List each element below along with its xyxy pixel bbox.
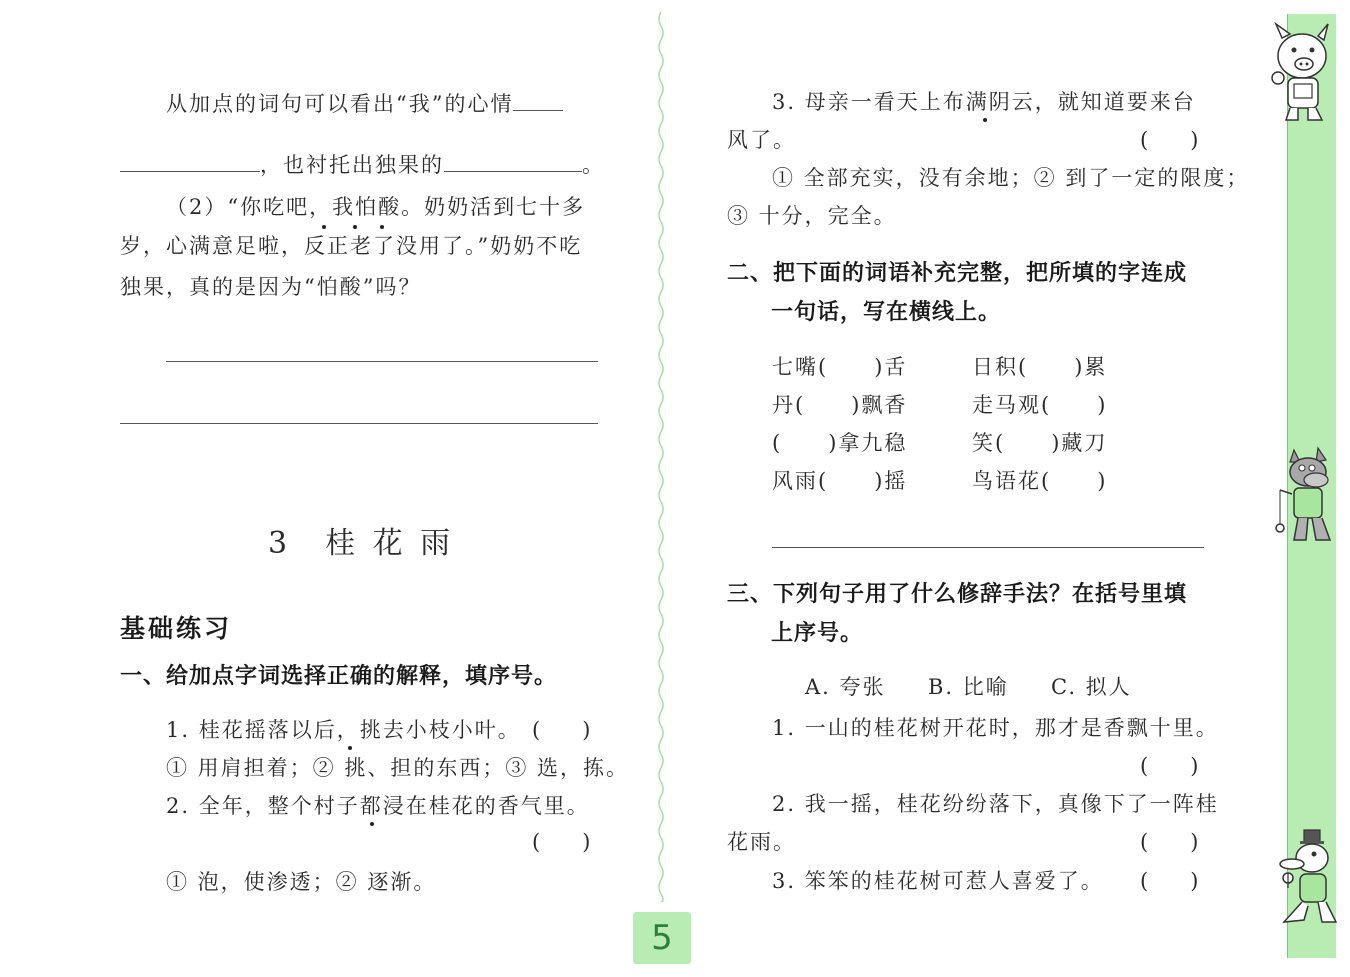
idiom-item[interactable]: 笑( )藏刀 [972,431,1108,455]
question-3-title-line-2: 上序号。 [771,621,864,646]
sentence-1: 1. 一山的桂花树开花时，那才是香飘十里。 [772,716,1219,740]
question-3-title-line-1: 三、下列句子用了什么修辞手法？在括号里填 [727,582,1188,607]
idiom-item[interactable]: 日积( )累 [972,355,1108,379]
cartoon-wolf-icon [1272,440,1344,548]
emphasis-dot [322,225,326,229]
answer-line-1 [166,92,563,115]
question-2-line-3: 独果，真的是因为“怕酸”吗？ [120,275,422,299]
idiom-item[interactable]: ( )拿九稳 [772,431,908,455]
answer-parentheses[interactable]: ( ) [1140,869,1199,893]
sentence-text: ，也衬托出独果的 [260,153,444,177]
idiom-item[interactable]: 鸟语花( ) [972,469,1108,493]
answer-line[interactable] [120,423,598,424]
blank-line[interactable] [444,153,582,172]
question-2-title-line-1: 二、把下面的词语补充完整，把所填的字连成 [727,261,1188,286]
emphasis-dot [353,225,357,229]
emphasis-dot [380,225,384,229]
option-a: A. 夸张 [805,675,886,699]
answer-parentheses[interactable]: ( ) [1140,754,1199,778]
item-2-options: ① 泡，使渗透；② 逐渐。 [166,870,437,894]
item-3-line-1: 3. 母亲一看天上布满阴云，就知道要来台 [772,90,1196,114]
idiom-item[interactable]: 丹( )飘香 [772,393,908,417]
item-1: 1. 桂花摇落以后，挑去小枝小叶。 [166,718,521,742]
blank-line[interactable] [120,153,260,172]
item-2: 2. 全年，整个村子都浸在桂花的香气里。 [166,794,590,818]
answer-parentheses[interactable]: ( ) [532,830,591,854]
answer-parentheses[interactable]: ( ) [532,718,591,742]
question-2-title-line-2: 一句话，写在横线上。 [771,300,1002,325]
answer-line[interactable] [772,547,1204,548]
answer-line[interactable] [166,361,598,362]
answer-parentheses[interactable]: ( ) [1140,830,1199,854]
emphasis-dot [370,822,374,826]
option-c: C. 拟人 [1051,675,1132,699]
emphasis-dot [348,746,352,750]
answer-parentheses[interactable]: ( ) [1140,128,1199,152]
cartoon-duck-icon [1270,826,1342,930]
idiom-item[interactable]: 风雨( )摇 [772,469,908,493]
question-2-line-1: （2）“你吃吧，我怕酸。奶奶活到七十多 [166,195,586,219]
item-3-options-line-2: ③ 十分，完全。 [727,204,897,228]
page-number: 5 [651,918,673,958]
blank-line[interactable] [513,92,563,111]
sentence-3: 3. 笨笨的桂花树可惹人喜爱了。 [772,869,1104,893]
cartoon-pig-icon [1262,20,1340,124]
item-1-options: ① 用肩担着；② 挑、担的东西；③ 选，拣。 [166,756,630,780]
sentence-text: 从加点的词句可以看出“我”的心情 [166,92,514,116]
item-3-options-line-1: ① 全部充实，没有余地；② 到了一定的限度； [772,166,1250,190]
sentence-2-line-1: 2. 我一摇，桂花纷纷落下，真像下了一阵桂 [772,792,1219,816]
page-number-badge [633,912,691,964]
question-1-title: 一、给加点字词选择正确的解释，填序号。 [120,664,558,689]
section-title: 基础练习 [120,614,233,643]
emphasis-dot [983,118,987,122]
page-fold-divider [656,12,666,902]
idiom-item[interactable]: 七嘴( )舌 [772,355,908,379]
sentence-text: 。 [582,153,605,177]
option-b: B. 比喻 [928,675,1009,699]
idiom-item[interactable]: 走马观( ) [972,393,1108,417]
answer-line-2 [120,153,605,176]
item-3-line-2: 风了。 [727,128,796,152]
sentence-2-line-2: 花雨。 [727,830,796,854]
lesson-title: 3 桂 花 雨 [268,526,455,561]
question-2-line-2: 岁，心满意足啦，反正老了没用了。”奶奶不吃 [120,234,583,258]
